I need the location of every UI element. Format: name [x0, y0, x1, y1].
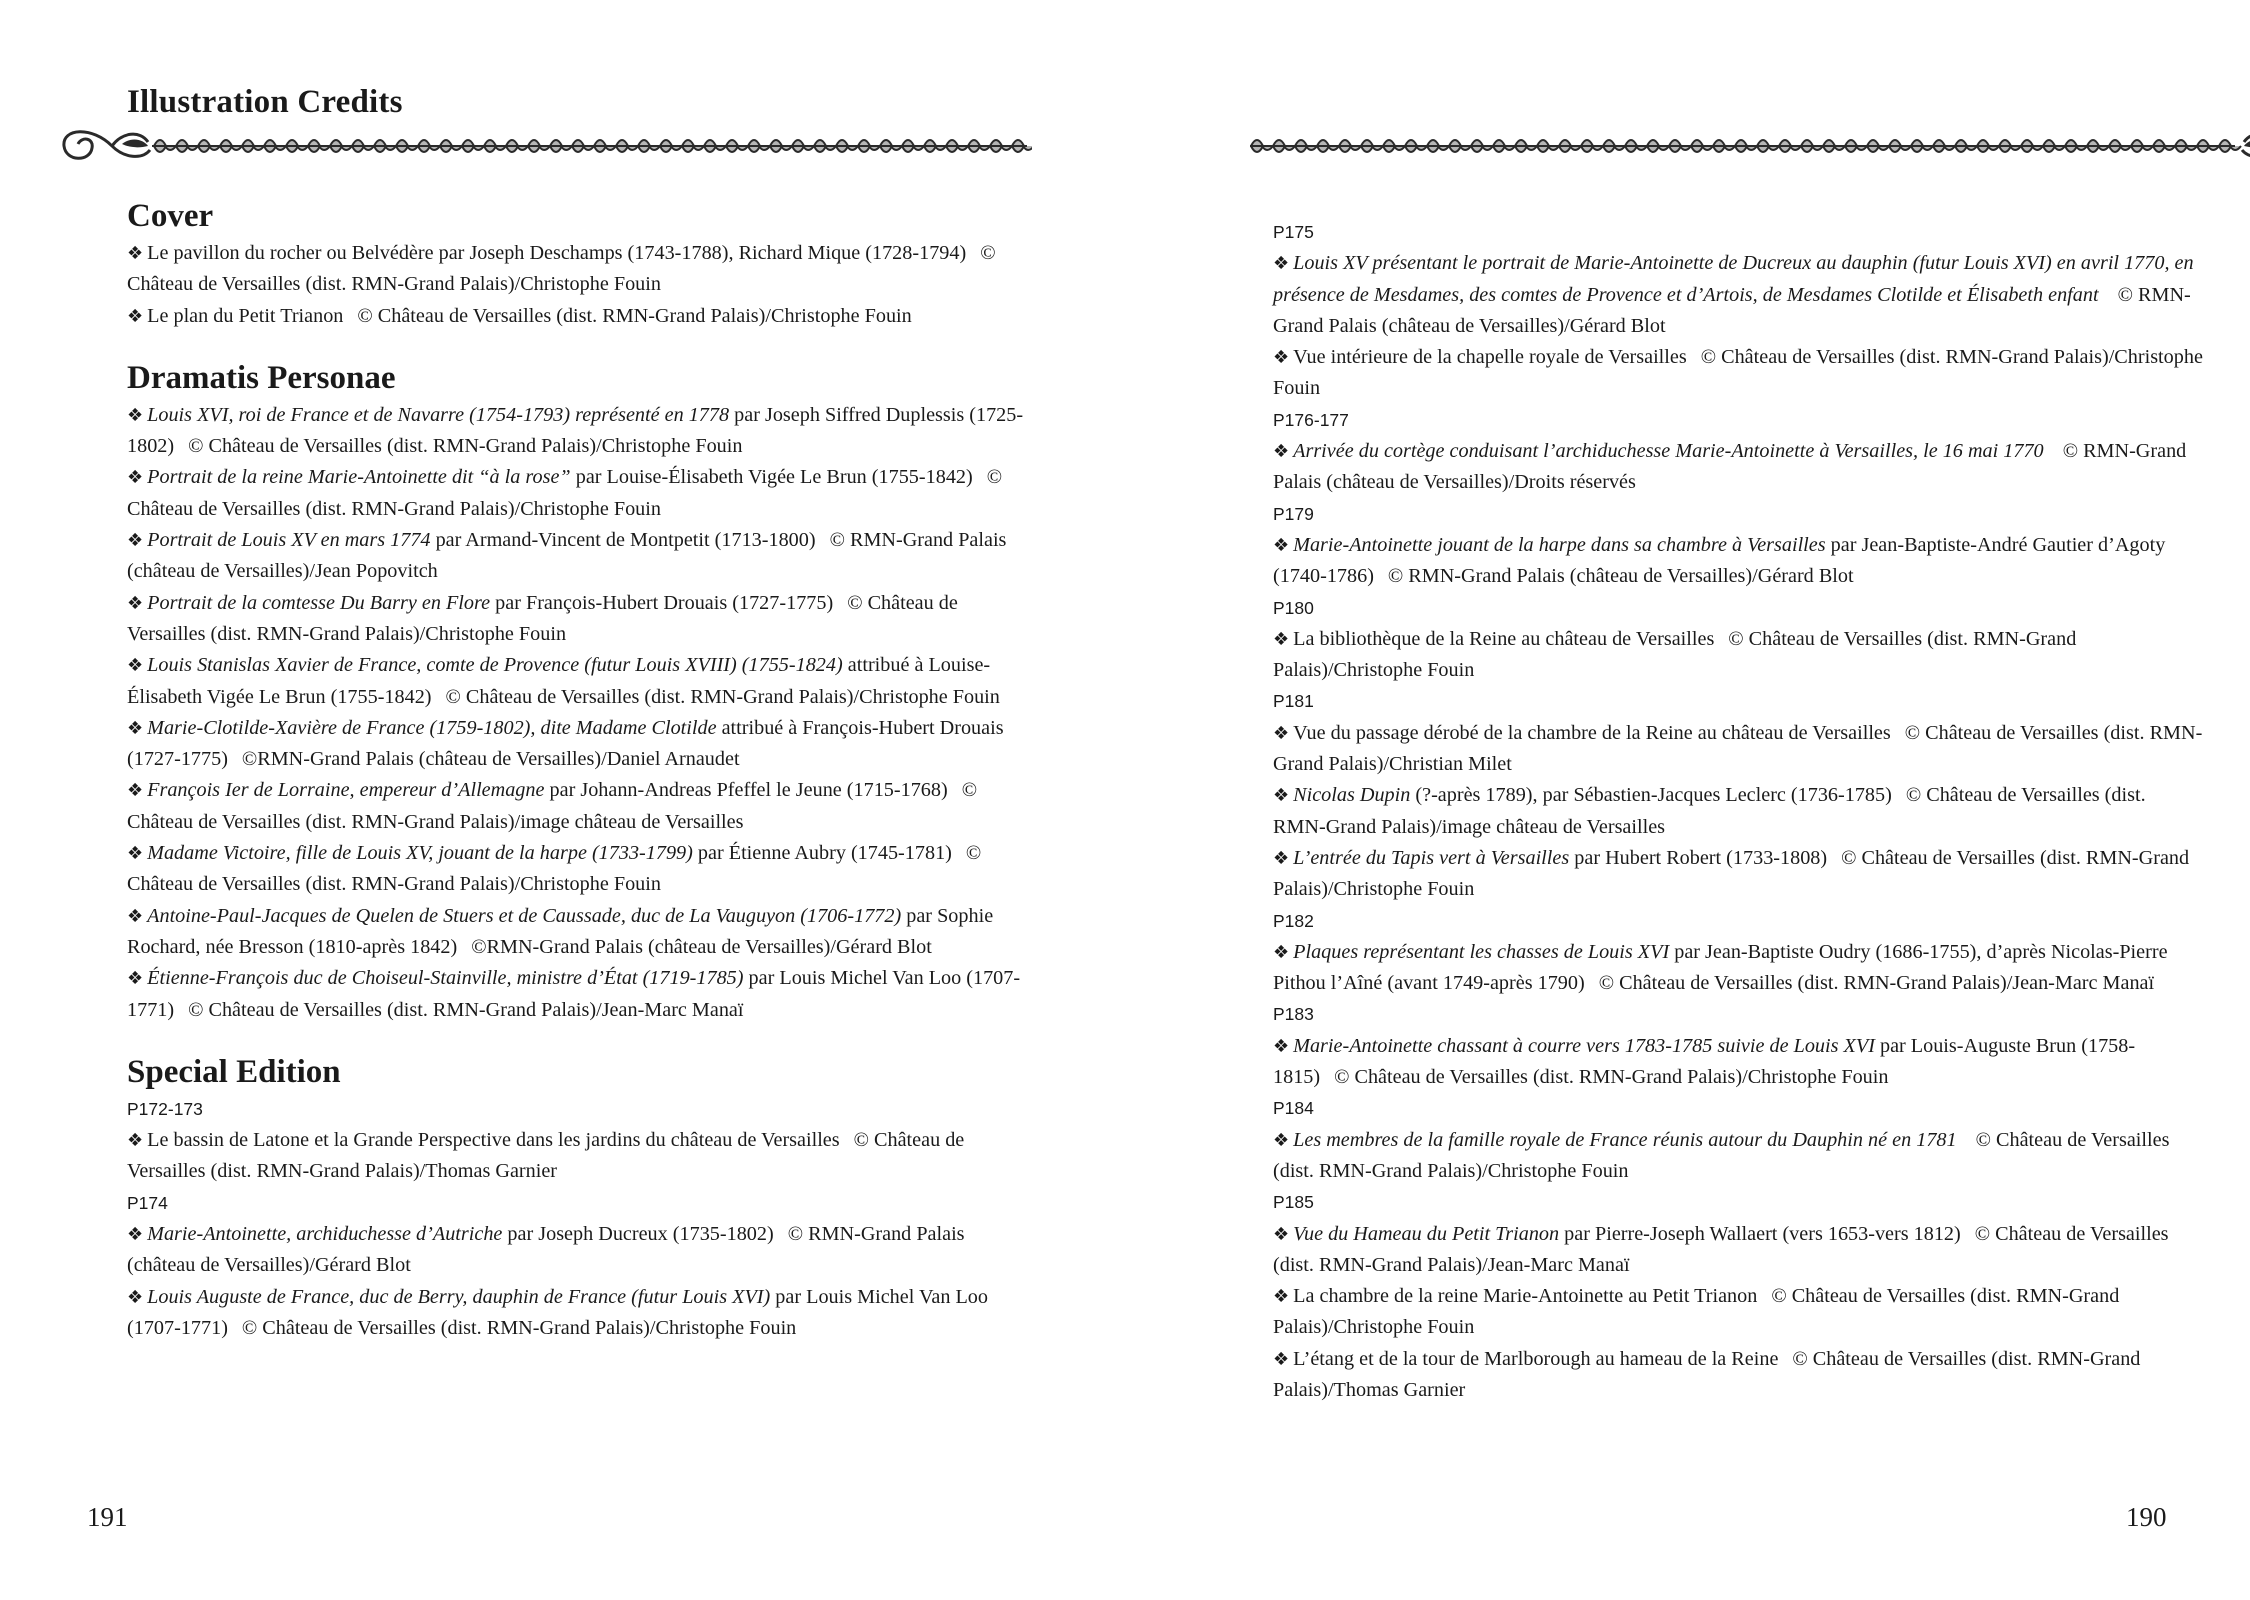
vine-leaf [374, 140, 396, 152]
credit-entry [127, 238, 1027, 301]
bullet-icon: ❖ [127, 1224, 144, 1246]
credit-description: par Jean-Baptiste-André Gautier d’Agoty (1740-1786) [1273, 533, 2166, 588]
copyright-line: © Château de Versailles (dist. RMN-Grand Palais)/Christian Milet [1273, 721, 2203, 776]
credit-entry [127, 713, 1027, 776]
vine-leaf [1779, 140, 1801, 152]
work-title: Louis Auguste de France, duc de Berry, dauphin de France (futur Louis XVI) [147, 1285, 771, 1308]
vine-leaf [572, 140, 594, 152]
vine-leaf [1933, 140, 1955, 152]
vine-leaf [2065, 140, 2087, 152]
vine-leaf [1515, 140, 1537, 152]
bullet-icon: ❖ [1273, 785, 1290, 807]
work-title: Étienne-François duc de Choiseul-Stainville, ministre d’État (1719-1785) [147, 967, 744, 990]
credit-entry [1273, 624, 2203, 687]
vine-leaf [440, 140, 462, 152]
credit-entry [1273, 718, 2203, 781]
vine-leaf [1977, 140, 1999, 152]
vine-leaf [616, 140, 638, 152]
vine-leaf [792, 140, 814, 152]
vine-leaf [1625, 140, 1647, 152]
vine-leaf [1757, 140, 1779, 152]
credit-entry [127, 650, 1027, 713]
bullet-icon: ❖ [127, 592, 144, 614]
bullet-icon: ❖ [1273, 347, 1290, 369]
credit-description: Le bassin de Latone et la Grande Perspective dans les jardins du château de Versailles [147, 1129, 840, 1152]
credit-entry [127, 301, 1027, 332]
vine-leaf [176, 140, 198, 152]
work-title: Madame Victoire, fille de Louis XV, jouant de la harpe (1733-1799) [147, 842, 693, 865]
vine-leaf [1559, 140, 1581, 152]
credit-description: par Étienne Aubry (1745-1781) [697, 842, 952, 865]
credit-entry [1273, 248, 2203, 342]
vine-leaf [1405, 140, 1427, 152]
vine-leaf [1647, 140, 1669, 152]
bullet-icon: ❖ [1273, 847, 1290, 869]
credit-description: par Joseph Ducreux (1735-1802) [507, 1223, 774, 1246]
vine-leaf [506, 140, 528, 152]
credit-description: Le pavillon du rocher ou Belvédère par Joseph Deschamps (1743-1788), Richard Mique (1728-1794) [147, 242, 967, 264]
copyright-line: © RMN-Grand Palais (château de Versailles)/Gérard Blot [127, 1223, 965, 1277]
bullet-icon: ❖ [1273, 441, 1290, 463]
copyright-line: ©RMN-Grand Palais (château de Versailles)/Daniel Arnaudet [241, 748, 740, 771]
page-reference: P174 [127, 1192, 168, 1213]
vine-leaf [2175, 140, 2197, 152]
vine-leaf [1317, 140, 1339, 152]
page-title: Illustration Credits [127, 84, 403, 120]
bullet-icon: ❖ [1273, 1129, 1290, 1151]
credit-entry [127, 1282, 1027, 1345]
bullet-icon: ❖ [127, 530, 144, 552]
vine-leaf [2197, 140, 2219, 152]
copyright-line: © Château de Versailles (dist. RMN-Grand Palais)/Christophe Fouin [127, 842, 982, 896]
vine-leaf [1449, 140, 1471, 152]
page-reference: P184 [1273, 1098, 1314, 1119]
ornamental-border-right [1245, 118, 2250, 174]
vine-leaf [660, 140, 682, 152]
vine-leaf [814, 140, 836, 152]
credit-entry [1273, 436, 2203, 499]
credit-description: Le plan du Petit Trianon [147, 304, 344, 327]
credit-description: par Joseph Siffred Duplessis (1725-1802) [127, 403, 1024, 458]
bullet-icon: ❖ [127, 404, 144, 426]
page-reference: P175 [1273, 222, 1314, 242]
bullet-icon: ❖ [127, 467, 144, 489]
bullet-icon: ❖ [127, 780, 144, 802]
vine-leaf [638, 140, 660, 152]
vine-leaf [2043, 140, 2065, 152]
vine-leaf [1669, 140, 1691, 152]
copyright-line: © Château de Versailles (dist. RMN-Grand Palais)/Christophe Fouin [1334, 1066, 1889, 1089]
credit-description: L’étang et de la tour de Marlborough au hameau de la Reine [1293, 1347, 1779, 1370]
credit-description: (?-après 1789), par Sébastien-Jacques Leclerc (1736-1785) [1415, 784, 1892, 807]
vine-leaf [1603, 140, 1625, 152]
vine-band [1250, 140, 2241, 152]
credit-entry [127, 1219, 1027, 1282]
vine-leaf [550, 140, 572, 152]
vine-leaf [528, 140, 550, 152]
page-reference: P182 [1273, 910, 1314, 931]
vine-leaf [1295, 140, 1317, 152]
vine-leaf [484, 140, 506, 152]
work-title: Louis XV présentant le portrait de Marie-Antoinette de Ducreux au dauphin (futur Louis XVI) en avril 1770, en présence de Mesdames, des comtes de Provence et d’Artois, de Mesdames Clotilde et Élisabeth enfant [1273, 252, 2194, 306]
copyright-line: © Château de Versailles (dist. RMN-Grand Palais)/Christophe Fouin [357, 304, 912, 327]
copyright-line: ©RMN-Grand Palais (château de Versailles)/Gérard Blot [471, 935, 932, 958]
vine-leaf [1361, 140, 1383, 152]
section-heading: Dramatis Personae [127, 359, 396, 396]
vine-leaf [1955, 140, 1977, 152]
copyright-line: © RMN-Grand Palais (château de Versailles)/Gérard Blot [1387, 565, 1854, 588]
vine-leaf [1471, 140, 1493, 152]
credit-entry [1273, 843, 2203, 906]
work-title: François Ier de Lorraine, empereur d’Allemagne [147, 779, 545, 802]
vine-leaf [1889, 140, 1911, 152]
vine-leaf [1911, 140, 1933, 152]
page-reference: P172-173 [127, 1098, 203, 1119]
vine-leaf [1537, 140, 1559, 152]
credit-description: attribué à François-Hubert Drouais (1727-1775) [127, 716, 1004, 771]
vine-leaf [946, 140, 968, 152]
work-title: Louis XVI, roi de France et de Navarre (1754-1793) représenté en 1778 [147, 403, 730, 426]
credit-entry [1273, 530, 2203, 593]
vine-leaf [858, 140, 880, 152]
vine-leaf [1251, 140, 1273, 152]
vine-leaf [2021, 140, 2043, 152]
vine-leaf [1691, 140, 1713, 152]
vine-leaf [902, 140, 924, 152]
bullet-icon: ❖ [1273, 941, 1290, 963]
credits-column-left [127, 196, 1027, 1344]
bullet-icon: ❖ [1273, 1035, 1290, 1057]
copyright-line: © Château de Versailles (dist. RMN-Grand Palais)/Christophe Fouin [127, 591, 958, 645]
work-title: Portrait de Louis XV en mars 1774 [147, 529, 431, 552]
bullet-icon: ❖ [1273, 253, 1290, 275]
credits-column-right [1273, 217, 2203, 1406]
vine-leaf [1823, 140, 1845, 152]
section-heading: Cover [127, 198, 214, 234]
vine-leaf [1713, 140, 1735, 152]
vine-leaf [396, 140, 418, 152]
vine-leaf [2153, 140, 2175, 152]
bullet-icon: ❖ [127, 243, 144, 264]
vine-leaf [2219, 140, 2241, 152]
vine-leaf [462, 140, 484, 152]
vine-leaf [330, 140, 352, 152]
bullet-icon: ❖ [1273, 534, 1290, 556]
credit-entry [1273, 780, 2203, 843]
vine-leaf [2131, 140, 2153, 152]
credit-entry [1273, 1344, 2203, 1407]
vine-leaf [2109, 140, 2131, 152]
credit-entry [1273, 1219, 2203, 1282]
credit-entry [1273, 342, 2203, 405]
copyright-line: © Château de Versailles (dist. RMN-Grand Palais)/Jean-Marc Manaï [188, 998, 744, 1021]
copyright-line: © Château de Versailles (dist. RMN-Grand Palais)/image château de Versailles [127, 779, 978, 833]
vine-leaf [154, 140, 176, 152]
copyright-line: © Château de Versailles (dist. RMN-Grand Palais)/Christophe Fouin [1273, 846, 2190, 901]
vine-leaf [1845, 140, 1867, 152]
vine-leaf [2087, 140, 2109, 152]
credit-entry [127, 775, 1027, 838]
copyright-line: © Château de Versailles (dist. RMN-Grand Palais)/image château de Versailles [1273, 784, 2146, 838]
vine-leaf [308, 140, 330, 152]
vine-leaf [1581, 140, 1603, 152]
credit-entry [1273, 1125, 2203, 1188]
vine-leaf [286, 140, 308, 152]
work-title: Portrait de la comtesse Du Barry en Flore [147, 591, 491, 614]
copyright-line: © Château de Versailles (dist. RMN-Grand Palais)/Christophe Fouin [127, 466, 1003, 520]
vine-leaf [704, 140, 726, 152]
credit-description: attribué à Louise-Élisabeth Vigée Le Brun (1755-1842) [127, 654, 991, 708]
credit-description: par Sophie Rochard, née Bresson (1810-après 1842) [127, 904, 994, 958]
vine-leaf [726, 140, 748, 152]
page-reference: P176-177 [1273, 409, 1349, 430]
credit-entry [127, 963, 1027, 1026]
credit-description: par Armand-Vincent de Montpetit (1713-1800) [435, 529, 816, 552]
credit-description: La bibliothèque de la Reine au château de Versailles [1293, 627, 1715, 650]
credit-entry [127, 462, 1027, 525]
vine-leaf [220, 140, 242, 152]
copyright-line: © Château de Versailles (dist. RMN-Grand Palais)/Christophe Fouin [1273, 1285, 2120, 1339]
copyright-line: © Château de Versailles (dist. RMN-Grand Palais)/Christophe Fouin [1273, 1128, 2170, 1182]
bullet-icon: ❖ [1273, 1348, 1290, 1370]
right-page [1125, 0, 2250, 1600]
bullet-icon: ❖ [1273, 1286, 1290, 1308]
credit-entry [1273, 1281, 2203, 1344]
page-number: 191 [87, 1502, 128, 1532]
vine-leaf [880, 140, 902, 152]
credit-entry [127, 901, 1027, 964]
vine-leaf [836, 140, 858, 152]
bullet-icon: ❖ [1273, 1223, 1290, 1245]
credit-description: par Louise-Élisabeth Vigée Le Brun (1755-1842) [575, 466, 973, 489]
vine-leaf [1427, 140, 1449, 152]
copyright-line: © Château de Versailles (dist. RMN-Grand Palais)/Christophe Fouin [241, 1316, 797, 1339]
bullet-icon: ❖ [127, 905, 144, 927]
copyright-line: © Château de Versailles (dist. RMN-Grand Palais)/Christophe Fouin [1273, 627, 2077, 682]
page-reference: P183 [1273, 1004, 1314, 1025]
work-title: Nicolas Dupin [1293, 784, 1411, 807]
copyright-line: © Château de Versailles (dist. RMN-Grand Palais)/Christophe Fouin [1273, 346, 2203, 400]
credit-description: par Louis Michel Van Loo (1707-1771) [127, 1285, 988, 1339]
work-title: L’entrée du Tapis vert à Versailles [1293, 846, 1570, 869]
credit-entry [127, 1125, 1027, 1188]
bullet-icon: ❖ [127, 843, 144, 865]
credit-entry [1273, 1031, 2203, 1094]
vine-leaf [1999, 140, 2021, 152]
bullet-icon: ❖ [127, 305, 144, 327]
page-number: 190 [2126, 1502, 2167, 1532]
copyright-line: © Château de Versailles (dist. RMN-Grand Palais)/Jean-Marc Manaï [1273, 1222, 2169, 1276]
vine-leaf [748, 140, 770, 152]
vine-leaf [924, 140, 946, 152]
bullet-icon: ❖ [127, 1130, 144, 1152]
work-title: Arrivée du cortège conduisant l’archiduchesse Marie-Antoinette à Versailles, le 16 mai 1770 [1293, 440, 2044, 463]
credit-description: par Johann-Andreas Pfeffel le Jeune (1715-1768) [549, 779, 948, 802]
credit-entry [127, 400, 1027, 463]
credit-description: Vue du passage dérobé de la chambre de la Reine au château de Versailles [1293, 721, 1891, 744]
vine-leaf [1339, 140, 1361, 152]
copyright-line: © Château de Versailles (dist. RMN-Grand Palais)/Jean-Marc Manaï [1598, 972, 2155, 995]
credit-description: par François-Hubert Drouais (1727-1775) [495, 591, 834, 614]
work-title: Marie-Antoinette chassant à courre vers 1783-1785 suivie de Louis XVI [1293, 1034, 1875, 1057]
work-title: Antoine-Paul-Jacques de Quelen de Stuers et de Caussade, duc de La Vauguyon (1706-1772) [147, 904, 902, 927]
copyright-line: © RMN-Grand Palais (château de Versailles)/Jean Popovitch [127, 529, 1007, 583]
page-reference: P179 [1273, 503, 1314, 524]
credit-entry [1273, 937, 2203, 1000]
work-title: Louis Stanislas Xavier de France, comte de Provence (futur Louis XVIII) (1755-1824) [147, 654, 843, 677]
bullet-icon: ❖ [127, 717, 144, 739]
vine-leaf [1735, 140, 1757, 152]
bullet-icon: ❖ [1273, 628, 1290, 650]
bullet-icon: ❖ [127, 1286, 144, 1308]
vine-band [152, 140, 1032, 152]
work-title: Plaques représentant les chasses de Louis XVI [1293, 940, 1670, 963]
credit-description: par Louis-Auguste Brun (1758-1815) [1273, 1034, 2136, 1089]
credit-description: La chambre de la reine Marie-Antoinette au Petit Trianon [1293, 1285, 1758, 1308]
bullet-icon: ❖ [127, 968, 144, 990]
credit-description: par Jean-Baptiste Oudry (1686-1755), d’après Nicolas-Pierre Pithou l’Aîné (avant 1749-après 1790) [1273, 940, 2168, 995]
vine-leaf [594, 140, 616, 152]
credit-entry [127, 838, 1027, 901]
credit-description: par Louis Michel Van Loo (1707-1771) [127, 967, 1021, 1021]
credit-entry [127, 525, 1027, 588]
credit-description: par Hubert Robert (1733-1808) [1574, 846, 1828, 869]
vine-leaf [1273, 140, 1295, 152]
vine-leaf [1801, 140, 1823, 152]
ornamental-border-left [52, 118, 1032, 174]
vine-leaf [682, 140, 704, 152]
vine-leaf [1383, 140, 1405, 152]
work-title: Vue du Hameau du Petit Trianon [1293, 1222, 1560, 1245]
vine-leaf [198, 140, 220, 152]
vine-leaf [264, 140, 286, 152]
bullet-icon: ❖ [127, 655, 144, 677]
vine-leaf [990, 140, 1012, 152]
work-title: Marie-Antoinette jouant de la harpe dans sa chambre à Versailles [1293, 533, 1826, 556]
copyright-line: © Château de Versailles (dist. RMN-Grand Palais)/Christophe Fouin [445, 685, 1000, 708]
work-title: Les membres de la famille royale de France réunis autour du Dauphin né en 1781 [1293, 1128, 1957, 1151]
credit-description: Vue intérieure de la chapelle royale de Versailles [1293, 346, 1687, 369]
copyright-line: © Château de Versailles (dist. RMN-Grand Palais)/Thomas Garnier [1273, 1347, 2141, 1401]
credit-description: par Pierre-Joseph Wallaert (vers 1653-vers 1812) [1564, 1222, 1961, 1245]
page-reference: P185 [1273, 1192, 1314, 1213]
work-title: Marie-Antoinette, archiduchesse d’Autriche [147, 1223, 503, 1246]
page-reference: P180 [1273, 597, 1314, 618]
copyright-line: © RMN-Grand Palais (château de Versailles)/Gérard Blot [1273, 283, 2191, 337]
vine-leaf [1493, 140, 1515, 152]
credit-entry [127, 588, 1027, 651]
section-heading: Special Edition [127, 1053, 341, 1090]
leaf-flourish [122, 140, 148, 148]
vine-leaf [770, 140, 792, 152]
bullet-icon: ❖ [1273, 722, 1290, 744]
vine-leaf [418, 140, 440, 152]
page-reference: P181 [1273, 691, 1314, 712]
vine-leaf [1012, 140, 1032, 152]
copyright-line: © Château de Versailles (dist. RMN-Grand Palais)/Christophe Fouin [188, 435, 743, 458]
vine-leaf [352, 140, 374, 152]
vine-leaf [1867, 140, 1889, 152]
copyright-line: © Château de Versailles (dist. RMN-Grand Palais)/Christophe Fouin [127, 242, 996, 296]
work-title: Marie-Clotilde-Xavière de France (1759-1802), dite Madame Clotilde [147, 716, 717, 739]
copyright-line: © RMN-Grand Palais (château de Versailles)/Droits réservés [1273, 440, 2187, 494]
vine-leaf [242, 140, 264, 152]
vine-leaf [968, 140, 990, 152]
work-title: Portrait de la reine Marie-Antoinette dit “à la rose” [147, 466, 571, 489]
copyright-line: © Château de Versailles (dist. RMN-Grand Palais)/Thomas Garnier [127, 1129, 965, 1183]
